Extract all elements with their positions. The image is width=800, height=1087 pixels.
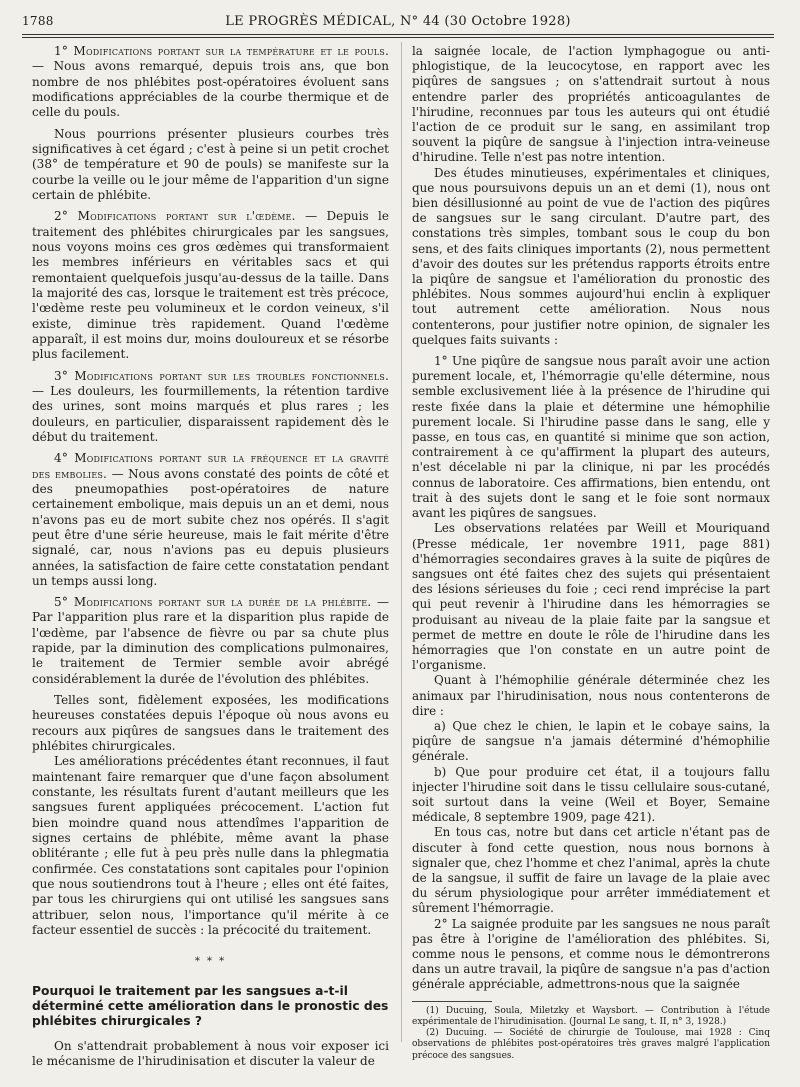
section-2-label: 2° Modifications portant sur l'œdème. — [54, 209, 296, 224]
summary-paragraph: Telles sont, fidèlement exposées, les modifications heureuses constatées depuis l'époque où nous avons eu recours aux piqûres de sangsues dans le traitement des phlébites chirurgicales. — [32, 693, 389, 754]
section-1-label: 1° Modifications portant sur la température et le pouls. — [54, 44, 389, 58]
item-b-paragraph: b) Que pour produire cet état, il a toujours fallu injecter l'hirudine soit dans le tissu cellulaire sous-cutané, soit surtout dans la veine (Weil et Boyer, Semaine médicale, 8 septembre 1909, page 421). — [412, 764, 770, 825]
column-divider — [401, 42, 402, 1042]
hemophilia-paragraph: Quant à l'hémophilie générale déterminée chez les animaux par l'hirudinisation, nous nous contenterons de dire : — [412, 673, 770, 718]
observations-paragraph: Les observations relatées par Weill et Mouriquand (Presse médicale, 1er novembre 1911, page 881) d'hémorragies secondaires graves à la suite de piqûres de sangsues ont été faites chez des sujets qui présentaient des lésions sérieuses du foie ; ceci rend imprécise la part qui peut revenir à l'hirudine dans les hémorragies se produisant au niveau de la plaie faite par la sangsue et permet de mettre en doute le rôle de l'hirudine dans les hémorragies que l'on constate en un autre point de l'organisme. — [412, 521, 770, 673]
section-3-paragraph — [32, 369, 389, 446]
section-3-label: 3° Modifications portant sur les troubles fonctionnels. — [54, 368, 389, 383]
section-2-text: — Depuis le traitement des phlébites chirurgicales par les sangsues, nous voyons moins ces gros œdèmes qui transformaient les membres inférieurs en véritables sacs et qui remontaient quelquefois jusqu'au-dessus de la taille. Dans la majorité des cas, lorsque le traitement est très précoce, l'œdème reste peu volumineux et le cordon veineux, s'il existe, diminue très rapidement. Quand l'œdème apparaît, il est moins dur, moins douloureux et se résorbe plus facilement. — [32, 209, 389, 362]
item-a-paragraph: a) Que chez le chien, le lapin et le cobaye sains, la piqûre de sangsue n'a jamais déterminé d'hémophilie générale. — [412, 718, 770, 764]
right-column — [412, 44, 770, 1062]
closing-paragraph: On s'attendrait probablement à nous voir exposer ici le mécanisme de l'hirudinisation et discuter la valeur de — [32, 1038, 389, 1069]
page-number: 1788 — [22, 14, 54, 28]
footnote-2: (2) Ducuing. — Société de chirurgie de Toulouse, mai 1928 : Cinq observations de phlébites post-opératoires très graves malgré l'application précoce des sangsues. — [412, 1028, 770, 1061]
studies-paragraph: Des études minutieuses, expérimentales et cliniques, que nous poursuivons depuis un an et demi (1), nous ont bien désillusionné au point de vue de l'action des piqûres de sangsues sur le sang circulant. D'autre part, des constations très simples, tombant sous le coup du bon sens, et des faits cliniques importants (2), nous permettent d'avoir des doutes sur les prétendus rapports étroits entre la piqûre de sangsue et l'amélioration du pronostic des phlébites. Nous sommes aujourd'hui enclin à expliquer tout autrement cette amélioration. Nous nous contenterons, pour justifier notre opinion, de signaler les quelques faits suivants : — [412, 165, 770, 347]
section-4-paragraph — [32, 451, 389, 589]
journal-title: LE PROGRÈS MÉDICAL, N° 44 (30 Octobre 1928) — [225, 14, 571, 29]
section-1-paragraph — [32, 44, 389, 121]
improvements-paragraph: Les améliorations précédentes étant reconnues, il faut maintenant faire remarquer que d'une façon absolument constante, les résultats furent d'autant meilleurs que les sangsues furent appliquées précocement. L'action fut bien moindre quand nous attendîmes l'apparition de signes certains de phlébite, même avant la phase oblitérante ; elle fut à peu près nulle dans la phlegmatia confirmée. Ces constatations sont capitales pour l'opinion que nous soutiendrons tout à l'heure ; elles ont été faites, par tous les chirurgiens qui ont utilisé les sangsues sans attribuer, selon nous, l'importance qu'il mérite à ce facteur essentiel de succès : la précocité du traitement. — [32, 754, 389, 938]
point-2-paragraph: 2° La saignée produite par les sangsues ne nous paraît pas être à l'origine de l'amélioration des phlébites. Si, comme nous le pensons, et comme nous le démontrerons dans un autre travail, la piqûre de sangsue n'a pas d'action générale appréciable, admettrons-nous que la saignée — [412, 916, 770, 992]
running-header — [22, 12, 774, 32]
point-1-paragraph: 1° Une piqûre de sangsue nous paraît avoir une action purement locale, et, l'hémorragie qu'elle détermine, nous semble exclusivement liée à la présence de l'hirudine qui reste fixée dans la plaie et détermine une hémophilie purement locale. Si l'hirudine passe dans le sang, elle y passe, en tous cas, en quantité si minime que son action, contrairement à ce qu'affirment la plupart des auteurs, n'est décelable ni par la clinique, ni par les procédés connus de laboratoire. Ces affirmations, bien entendu, ont trait à des sujets dont le sang et le foie sont normaux avant les piqûres de sangsues. — [412, 354, 770, 521]
continuation-paragraph: la saignée locale, de l'action lymphagogue ou anti-phlogistique, de la leucocytose, en rapport avec les piqûres de sangsues ; on s'attendrait surtout à nous entendre parler des propriétés anticoagulantes de l'hirudine, reconnues par tous les auteurs qui ont étudié l'action de ce produit sur le sang, en assimilant trop souvent la piqûre de sangsue à l'injection intra-veineuse d'hirudine. Telle n'est pas notre intention. — [412, 44, 770, 165]
section-2-paragraph — [32, 209, 389, 362]
section-5-label: 5° Modifications portant sur la durée de la phlébite. — [54, 595, 372, 610]
section-1-text: — Nous avons remarqué, depuis trois ans, que bon nombre de nos phlébites post-opératoires évoluent sans modifications appréciables de la courbe thermique et de celle du pouls. — [32, 59, 389, 120]
section-3-text: — Les douleurs, les fourmillements, la rétention tardive des urines, sont moins marqués et plus rares ; les douleurs, en particulier, disparaissent rapidement dès le début du traitement. — [32, 383, 389, 444]
footnote-1: (1) Ducuing, Soula, Miletzky et Waysbort. — Contribution à l'étude expérimentale de l'hirudinisation. (Journal Le sang, t. II, n° 3, 1928.) — [412, 1005, 770, 1027]
header-rule — [22, 34, 774, 38]
section-5-paragraph — [32, 595, 389, 687]
footnote-rule — [412, 1001, 492, 1002]
section-5-text: — Par l'apparition plus rare et la disparition plus rapide de l'œdème, par l'absence de fièvre ou par sa chute plus rapide, par la diminution des complications pulmonaires, le traitement de Termier semble avoir abrégé considérablement la durée de l'évolution des phlébites. — [32, 595, 389, 686]
section-separator: * * * — [194, 956, 227, 968]
section-4-text: — Nous avons constaté des points de côté et des pneumopathies post-opératoires de nature certainement embolique, mais depuis un an et demi, nous n'avons pas eu de mort subite chez nos opérés. Il s'agit peut être d'une série heureuse, mais le fait mérite d'être signalé, car, nous n'avions pas eu depuis plusieurs années, la satisfaction de faire cette constatation pendant un temps aussi long. — [32, 466, 390, 588]
section-4-label: 4° Modifications portant sur la fréquence et la gravité des embolies. — [32, 451, 389, 481]
discussion-paragraph: En tous cas, notre but dans cet article n'étant pas de discuter à fond cette question, nous nous bornons à signaler que, chez l'homme et chez l'animal, après la chute de la sangsue, il suffit de faire un lavage de la plaie avec du sérum physiologique pour arrêter immédiatement et sûrement l'hémorragie. — [412, 825, 770, 916]
section-heading: Pourquoi le traitement par les sangsues a-t-il déterminé cette amélioration dans le pronostic des phlébites chirurgicales ? — [32, 983, 389, 1028]
section-1-paragraph-2: Nous pourrions présenter plusieurs courbes très significatives à cet égard ; c'est à peine si un petit crochet (38° de température et 90 de pouls) se manifeste sur la courbe la veille ou le jour même de l'apparition d'un signe certain de phlébite. — [32, 126, 389, 202]
left-column — [32, 44, 389, 1069]
